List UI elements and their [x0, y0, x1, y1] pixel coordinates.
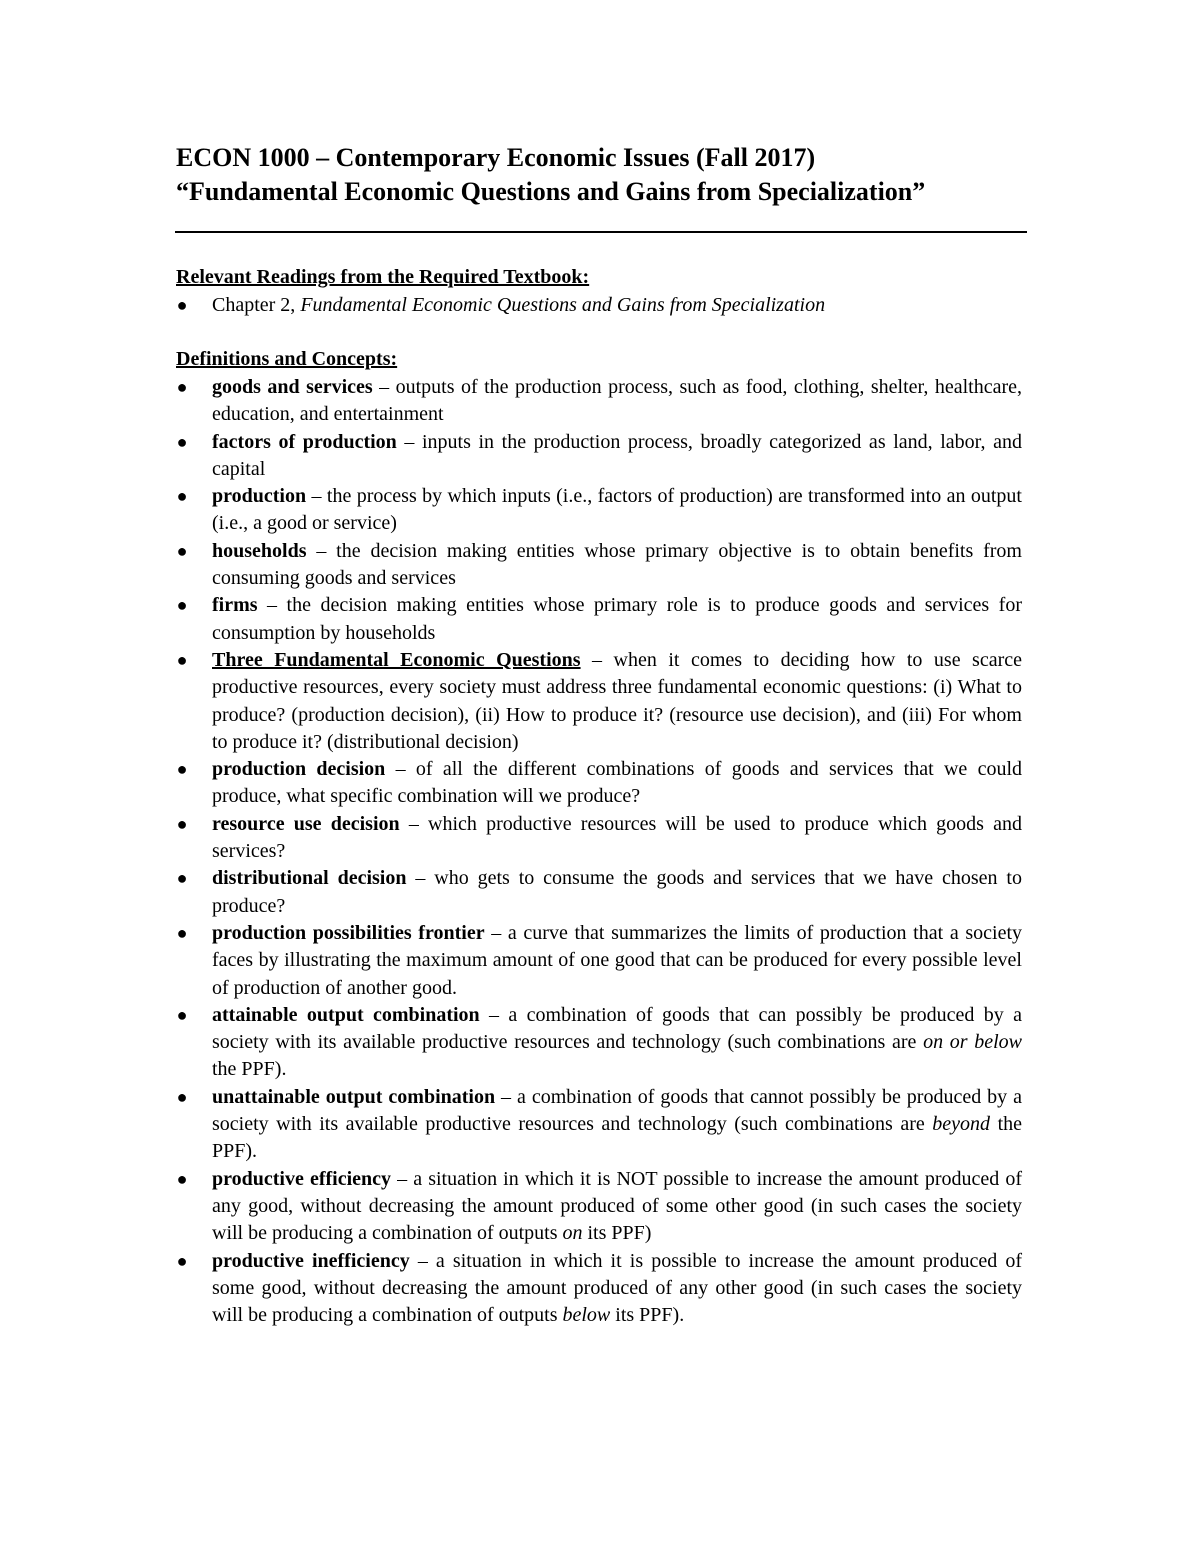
definition-text-after: its PPF) [582, 1222, 652, 1245]
reading-chapter-title: Fundamental Economic Questions and Gains from Specialization [300, 294, 826, 316]
bullet-icon: ● [176, 868, 188, 889]
definition-term: resource use decision [212, 812, 400, 835]
list-item [176, 374, 1022, 429]
bullet-icon: ● [176, 1004, 188, 1025]
list-item [176, 1084, 1022, 1166]
list-item [176, 1002, 1022, 1084]
definition-term: households [212, 539, 307, 562]
definition-term: attainable output combination [212, 1003, 480, 1026]
definition-term: productive inefficiency [212, 1249, 410, 1272]
course-title: ECON 1000 – Contemporary Economic Issues (Fall 2017) [176, 143, 816, 172]
lecture-title: “Fundamental Economic Questions and Gains from Specialization” [176, 177, 926, 206]
definition-term: productive efficiency [212, 1167, 392, 1190]
bullet-icon: ● [176, 649, 188, 670]
definition-text-after: its PPF). [610, 1304, 685, 1327]
definition-term: production [212, 485, 307, 508]
definition-text: – outputs of the production process, such as food, clothing, shelter, healthcare, education, and entertainment [212, 376, 1022, 426]
definition-term: production possibilities frontier [212, 921, 485, 944]
bullet-icon: ● [176, 813, 188, 834]
list-item [176, 592, 1022, 647]
bullet-icon: ● [176, 1086, 188, 1107]
definition-term: distributional decision [212, 867, 407, 890]
bullet-icon: ● [176, 759, 188, 780]
list-item [176, 865, 1022, 920]
title-block [176, 141, 1026, 209]
definition-emphasis: on or below [923, 1031, 1022, 1054]
definition-term: Three Fundamental Economic Questions [212, 648, 581, 671]
definition-text: – a situation in which it is NOT possible to increase the amount produced of any good, without decreasing the amount produced of some other good (in such cases the society will be producing a combination of outputs [212, 1167, 1023, 1245]
definition-text: – the decision making entities whose primary objective is to obtain benefits from consuming goods and services [212, 539, 1022, 590]
reading-prefix: Chapter 2, [212, 294, 301, 316]
definitions-heading: Definitions and Concepts: [176, 348, 398, 370]
list-item [176, 756, 1022, 811]
definition-text: – a curve that summarizes the limits of production that a society faces by illustrating the maximum amount of one good that can be produced for every possible level of production of another good. [212, 921, 1022, 999]
definition-text: – who gets to consume the goods and services that we have chosen to produce? [212, 867, 1022, 917]
definition-text: – the process by which inputs (i.e., factors of production) are transformed into an output (i.e., a good or service) [212, 485, 1022, 535]
list-item [176, 292, 1022, 319]
bullet-icon: ● [176, 295, 188, 315]
definition-text: – when it comes to deciding how to use scarce productive resources, every society must address three fundamental economic questions: (i) What to produce? (production decision), (ii) How to produce it? (resource use decision), and (iii) For whom to produce it? (distributional decision) [212, 648, 1023, 753]
definition-text: – a combination of goods that can possibly be produced by a society with its available productive resources and technology (such combinations are [212, 1003, 1022, 1054]
bullet-icon: ● [176, 595, 188, 616]
definition-emphasis: beyond [932, 1113, 991, 1136]
definition-text: – which productive resources will be used to produce which goods and services? [212, 812, 1022, 863]
definitions-list [176, 374, 1022, 1329]
definition-text: – of all the different combinations of goods and services that we could produce, what specific combination will we produce? [212, 758, 1023, 808]
definition-term: factors of production [212, 430, 397, 453]
list-item [176, 811, 1022, 866]
definition-term: firms [212, 594, 258, 617]
list-item [176, 1248, 1022, 1330]
bullet-icon: ● [176, 377, 188, 397]
definition-text: – a situation in which it is possible to increase the amount produced of some good, without decreasing the amount produced of any other good (in such cases the society will be producing a combination of outputs [212, 1249, 1022, 1327]
definition-term: unattainable output combination [212, 1085, 496, 1108]
bullet-icon: ● [176, 486, 188, 507]
definition-text: – a combination of goods that cannot possibly be produced by a society with its available productive resources and technology (such combinations are [212, 1085, 1023, 1136]
definition-emphasis: below [562, 1304, 611, 1327]
definition-emphasis: on [562, 1222, 583, 1245]
list-item [176, 920, 1022, 1002]
bullet-icon: ● [176, 1168, 188, 1189]
readings-list [176, 292, 1022, 319]
list-item [176, 538, 1022, 593]
definition-term: goods and services [212, 376, 373, 398]
definition-text: – the decision making entities whose primary role is to produce goods and services for consumption by households [212, 594, 1022, 644]
definition-text-after: the PPF). [212, 1058, 287, 1081]
list-item [176, 429, 1022, 484]
definition-text-after: the PPF). [212, 1113, 1022, 1163]
bullet-icon: ● [176, 922, 188, 943]
list-item [176, 483, 1022, 538]
bullet-icon: ● [176, 431, 188, 452]
definition-term: production decision [212, 758, 386, 781]
list-item [176, 647, 1022, 756]
readings-heading: Relevant Readings from the Required Textbook: [176, 266, 590, 288]
definition-text: – inputs in the production process, broadly categorized as land, labor, and capital [212, 430, 1022, 480]
title-divider [175, 231, 1027, 233]
bullet-icon: ● [176, 1250, 188, 1271]
list-item [176, 1166, 1022, 1248]
bullet-icon: ● [176, 540, 188, 561]
